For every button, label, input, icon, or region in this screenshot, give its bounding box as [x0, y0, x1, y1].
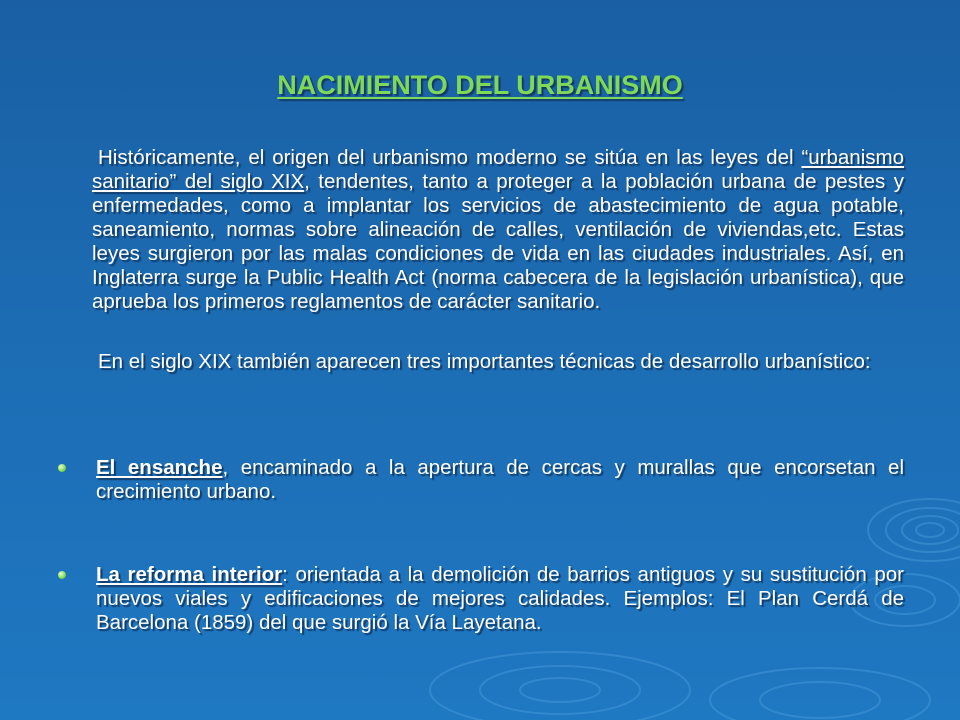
- bullet-term: El ensanche: [96, 456, 223, 479]
- bullet-text: : orientada a la demolición de barrios antiguos y su sustitución por nuevos viales y edificaciones de mejores calidades. Ejemplos: El Plan Cerdá de Barcelona (1859) del que surgió la Vía Layetana.: [96, 563, 904, 634]
- urbanismo-sanitario-phrase: “urbanismo sanitario” del siglo XIX: [92, 146, 904, 193]
- bullet-dot-icon: [58, 464, 66, 472]
- bullet-item-reforma-interior: [96, 563, 904, 635]
- bullet-text: , encaminado a la apertura de cercas y murallas que encorsetan el crecimiento urbano.: [96, 456, 904, 503]
- paragraph-origins-body: , tendentes, tanto a proteger a la población urbana de pestes y enfermedades, como a implantar los servicios de abastecimiento de agua potable, saneamiento, normas sobre alineación de calles, ventilación de viviendas,etc. Estas leyes surgieron por las malas condiciones de vida en las ciudades industriales. Así, en Inglaterra surge la Public Health Act (norma cabecera de la legislación urbanística), que aprueba los primeros reglamentos de carácter sanitario.: [92, 170, 904, 313]
- slide-title: NACIMIENTO DEL URBANISMO: [277, 70, 683, 100]
- paragraph-techniques: [92, 350, 904, 374]
- paragraph-origins: [92, 146, 904, 314]
- paragraph-techniques-text: En el siglo XIX también aparecen tres importantes técnicas de desarrollo urbanístico:: [98, 350, 871, 373]
- bullet-item-ensanche: [96, 456, 904, 504]
- bullet-term: La reforma interior: [96, 563, 283, 586]
- paragraph-origins-intro: Históricamente, el origen del urbanismo moderno se sitúa en las leyes del: [98, 146, 802, 169]
- bullet-dot-icon: [58, 571, 66, 579]
